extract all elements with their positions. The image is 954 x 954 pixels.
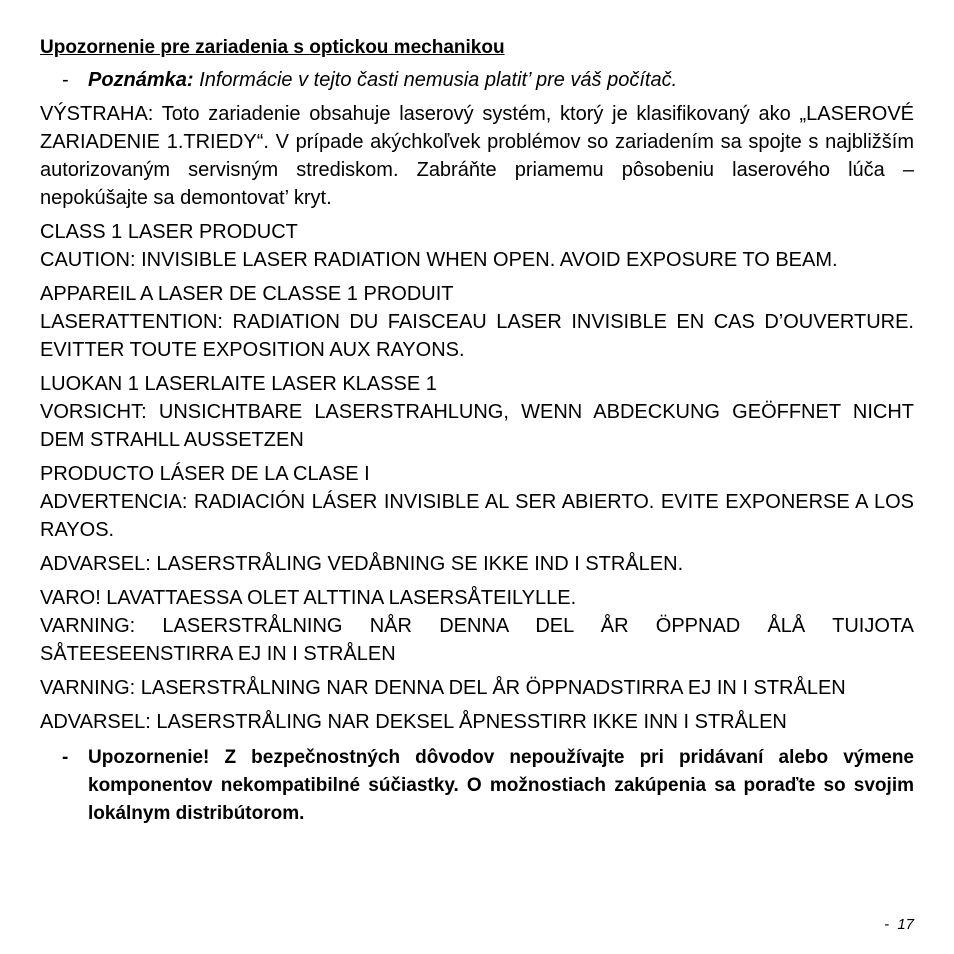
laser-block-body: ADVARSEL: LASERSTRÅLING NAR DEKSEL ÅPNESSTIRR IKKE INN I STRÅLEN	[40, 711, 787, 733]
section-heading: Upozornenie pre zariadenia s optickou mechanikou	[40, 37, 505, 58]
laser-block-es	[40, 460, 914, 544]
laser-block-en	[40, 218, 914, 274]
note-text: Informácie v tejto časti nemusia platit’ pre váš počítač.	[193, 69, 678, 91]
laser-block-body: LASERATTENTION: RADIATION DU FAISCEAU LASER INVISIBLE EN CAS D’OUVERTURE. EVITTER TOUTE EXPOSITION AUX RAYONS.	[40, 311, 914, 361]
final-warning-dash: -	[62, 747, 69, 768]
laser-block-title: CLASS 1 LASER PRODUCT	[40, 221, 298, 243]
laser-block-title: VARO! LAVATTAESSA OLET ALTTINA LASERSÅTEILYLLE.	[40, 587, 577, 609]
note-dash: -	[62, 69, 69, 91]
laser-block-fi-sv	[40, 584, 914, 668]
footer-dash: -	[884, 916, 890, 933]
laser-block-de	[40, 370, 914, 454]
slovak-warning-paragraph: VÝSTRAHA: Toto zariadenie obsahuje laserový systém, ktorý je klasifikovaný ako „LASEROVÉ ZARIADENIE 1.TRIEDY“. V prípade akýchkoľvek problémov so zariadením sa spojte s najbližším autorizovaným servisným strediskom. Zabráňte priamemu pôsobeniu laserového lúča – nepokúšajte sa demontovat’ kryt.	[40, 103, 914, 209]
final-warning	[40, 744, 914, 828]
note-label: Poznámka:	[88, 69, 194, 91]
laser-block-title: APPAREIL A LASER DE CLASSE 1 PRODUIT	[40, 283, 454, 305]
laser-block-no	[40, 708, 914, 736]
laser-block-body: ADVARSEL: LASERSTRÅLING VEDÅBNING SE IKKE IND I STRÅLEN.	[40, 553, 684, 575]
final-warning-text: Upozornenie! Z bezpečnostných dôvodov nepoužívajte pri pridávaní alebo výmene komponentov nekompatibilné súčiastky. O možnostiach zakúpenia sa poraďte so svojim lokálnym distribútorom.	[88, 747, 914, 824]
laser-block-title: LUOKAN 1 LASERLAITE LASER KLASSE 1	[40, 373, 437, 395]
laser-block-fr	[40, 280, 914, 364]
laser-block-body: CAUTION: INVISIBLE LASER RADIATION WHEN OPEN. AVOID EXPOSURE TO BEAM.	[40, 249, 838, 271]
document-page	[40, 34, 914, 828]
note	[40, 66, 914, 94]
laser-block-body: VORSICHT: UNSICHTBARE LASERSTRAHLUNG, WENN ABDECKUNG GEÖFFNET NICHT DEM STRAHLL AUSSETZEN	[40, 401, 914, 451]
laser-block-sv	[40, 674, 914, 702]
laser-block-body: ADVERTENCIA: RADIACIÓN LÁSER INVISIBLE AL SER ABIERTO. EVITE EXPONERSE A LOS RAYOS.	[40, 491, 914, 541]
page-footer	[884, 916, 914, 933]
page-number: 17	[897, 916, 914, 933]
laser-block-body: VARNING: LASERSTRÅLNING NAR DENNA DEL ÅR ÖPPNADSTIRRA EJ IN I STRÅLEN	[40, 677, 846, 699]
laser-block-title: PRODUCTO LÁSER DE LA CLASE I	[40, 463, 370, 485]
laser-block-da	[40, 550, 914, 578]
note-body	[62, 66, 914, 94]
laser-block-body: VARNING: LASERSTRÅLNING NÅR DENNA DEL ÅR ÖPPNAD ÅLÅ TUIJOTA SÅTEESEENSTIRRA EJ IN I STRÅLEN	[40, 615, 914, 665]
